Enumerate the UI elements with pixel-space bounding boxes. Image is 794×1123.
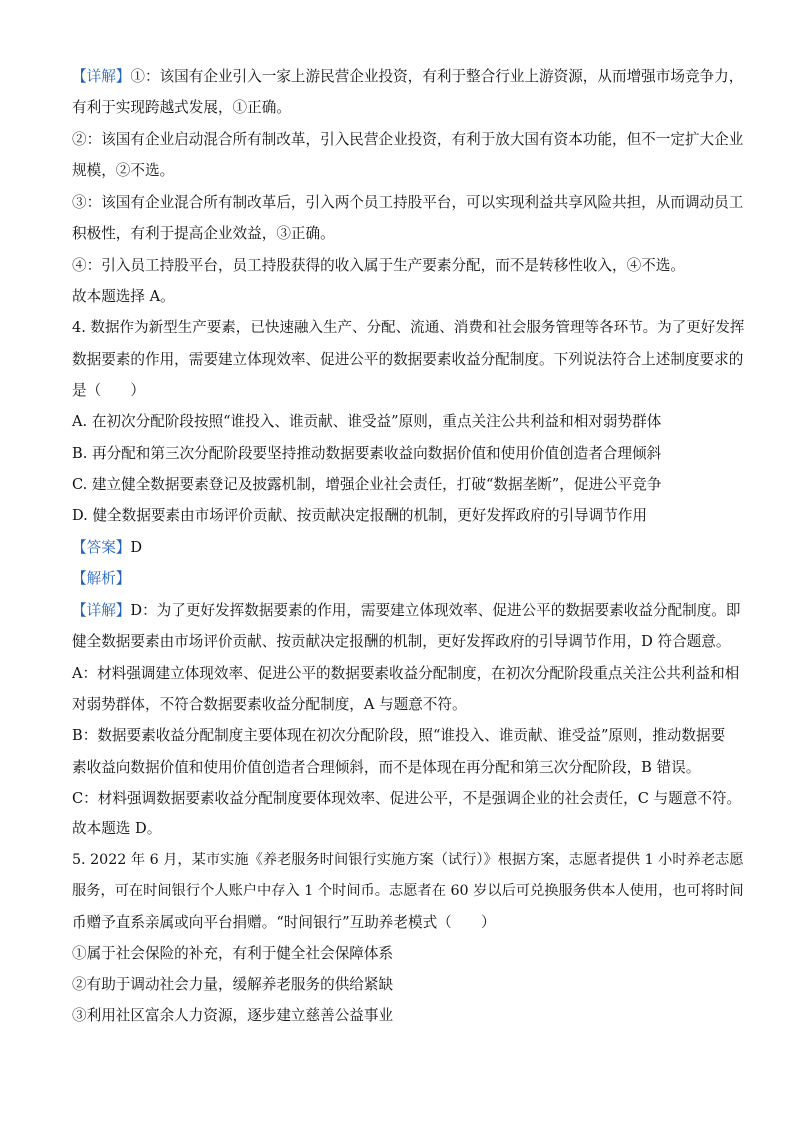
text-line: 健全数据要素由市场评价贡献、按贡献决定报酬的机制，更好发挥政府的引导调节作用，D 符合题意。: [72, 633, 731, 650]
text-line: 服务，可在时间银行个人账户中存入 1 个时间币。志愿者在 60 岁以后可兑换服务供本人使用，也可将时间: [72, 883, 744, 899]
text-line: A：材料强调建立体现效率、促进公平的数据要素收益分配制度，在初次分配阶段重点关注公共利益和相: [72, 665, 740, 682]
text-line: ③：该国有企业混合所有制改革后，引入两个员工持股平台，可以实现利益共享风险共担，从而调动员工: [72, 194, 744, 211]
text-line: 素收益向数据价值和使用价值创造者合理倾斜，而不是体现在再分配和第三次分配阶段，B 错误。: [72, 759, 701, 776]
text-line: ④：引入员工持股平台，员工持股获得的收入属于生产要素分配，而不是转移性收入，④不选。: [72, 257, 685, 274]
text-line: 故本题选 D。: [72, 820, 162, 837]
answer-tag: 【答案】: [72, 539, 131, 556]
text-line: [72, 67, 743, 87]
option-b: B. 再分配和第三次分配阶段要坚持推动数据要素收益向数据价值和使用价值创造者合理倾斜: [72, 445, 662, 462]
statement-3: ③利用社区富余人力资源，逐步建立慈善公益事业: [72, 1007, 394, 1024]
question-4-stem: 4. 数据作为新型生产要素，已快速融入生产、分配、流通、消费和社会服务管理等各环节。为了更好发挥: [72, 320, 745, 336]
option-d: D. 健全数据要素由市场评价贡献、按贡献决定报酬的机制，更好发挥政府的引导调节作用: [72, 507, 648, 524]
option-a: A. 在初次分配阶段按照“谁投入、谁贡献、谁受益”原则，重点关注公共利益和相对弱势群体: [72, 413, 662, 430]
text-line: [72, 601, 740, 621]
section-tag: 【详解】: [72, 68, 131, 85]
analysis-tag: 【解析】: [72, 570, 131, 587]
text-line: C：材料强调数据要素收益分配制度要体现效率、促进公平，不是强调企业的社会责任，C 与题意不符。: [72, 790, 742, 807]
text-line: ②：该国有企业启动混合所有制改革，引入民营企业投资，有利于放大国有资本功能，但不一定扩大企业: [72, 131, 744, 148]
text-line: 规模，②不选。: [72, 162, 175, 179]
text-line: 是（ ）: [72, 382, 145, 399]
text-line: 币赠予直系亲属或向平台捐赠。“时间银行”互助养老模式（ ）: [72, 914, 496, 931]
analysis-heading: [72, 569, 130, 589]
text-line: B：数据要素收益分配制度主要体现在初次分配阶段，照“谁投入、谁贡献、谁受益”原则，推动数据要: [72, 727, 726, 744]
question-5-stem: 5. 2022 年 6 月，某市实施《养老服务时间银行实施方案（试行）》根据方案，志愿者提供 1 小时养老志愿: [72, 852, 744, 868]
text-line: 数据要素的作用，需要建立体现效率、促进公平的数据要素收益分配制度。下列说法符合上述制度要求的: [72, 351, 744, 368]
text-line: 对弱势群体，不符合数据要素收益分配制度，A 与题意不符。: [72, 696, 467, 713]
statement-2: ②有助于调动社会力量，缓解养老服务的供给紧缺: [72, 976, 394, 993]
statement-1: ①属于社会保险的补充，有利于健全社会保障体系: [72, 945, 394, 962]
text-line: 故本题选择 A。: [72, 288, 175, 305]
line-text: D：为了更好发挥数据要素的作用，需要建立体现效率、促进公平的数据要素收益分配制度。即: [130, 602, 741, 619]
section-tag: 【详解】: [72, 602, 131, 619]
text-line: 积极性，有利于提高企业效益，③正确。: [72, 225, 335, 242]
text-line: 有利于实现跨越式发展，①正确。: [72, 99, 291, 116]
answer-line: [72, 538, 142, 558]
line-text: ①：该国有企业引入一家上游民营企业投资，有利于整合行业上游资源，从而增强市场竞争力，: [130, 68, 744, 85]
option-c: C. 建立健全数据要素登记及披露机制，增强企业社会责任，打破“数据垄断”，促进公平竞争: [72, 476, 662, 493]
answer-value: D: [130, 539, 143, 556]
